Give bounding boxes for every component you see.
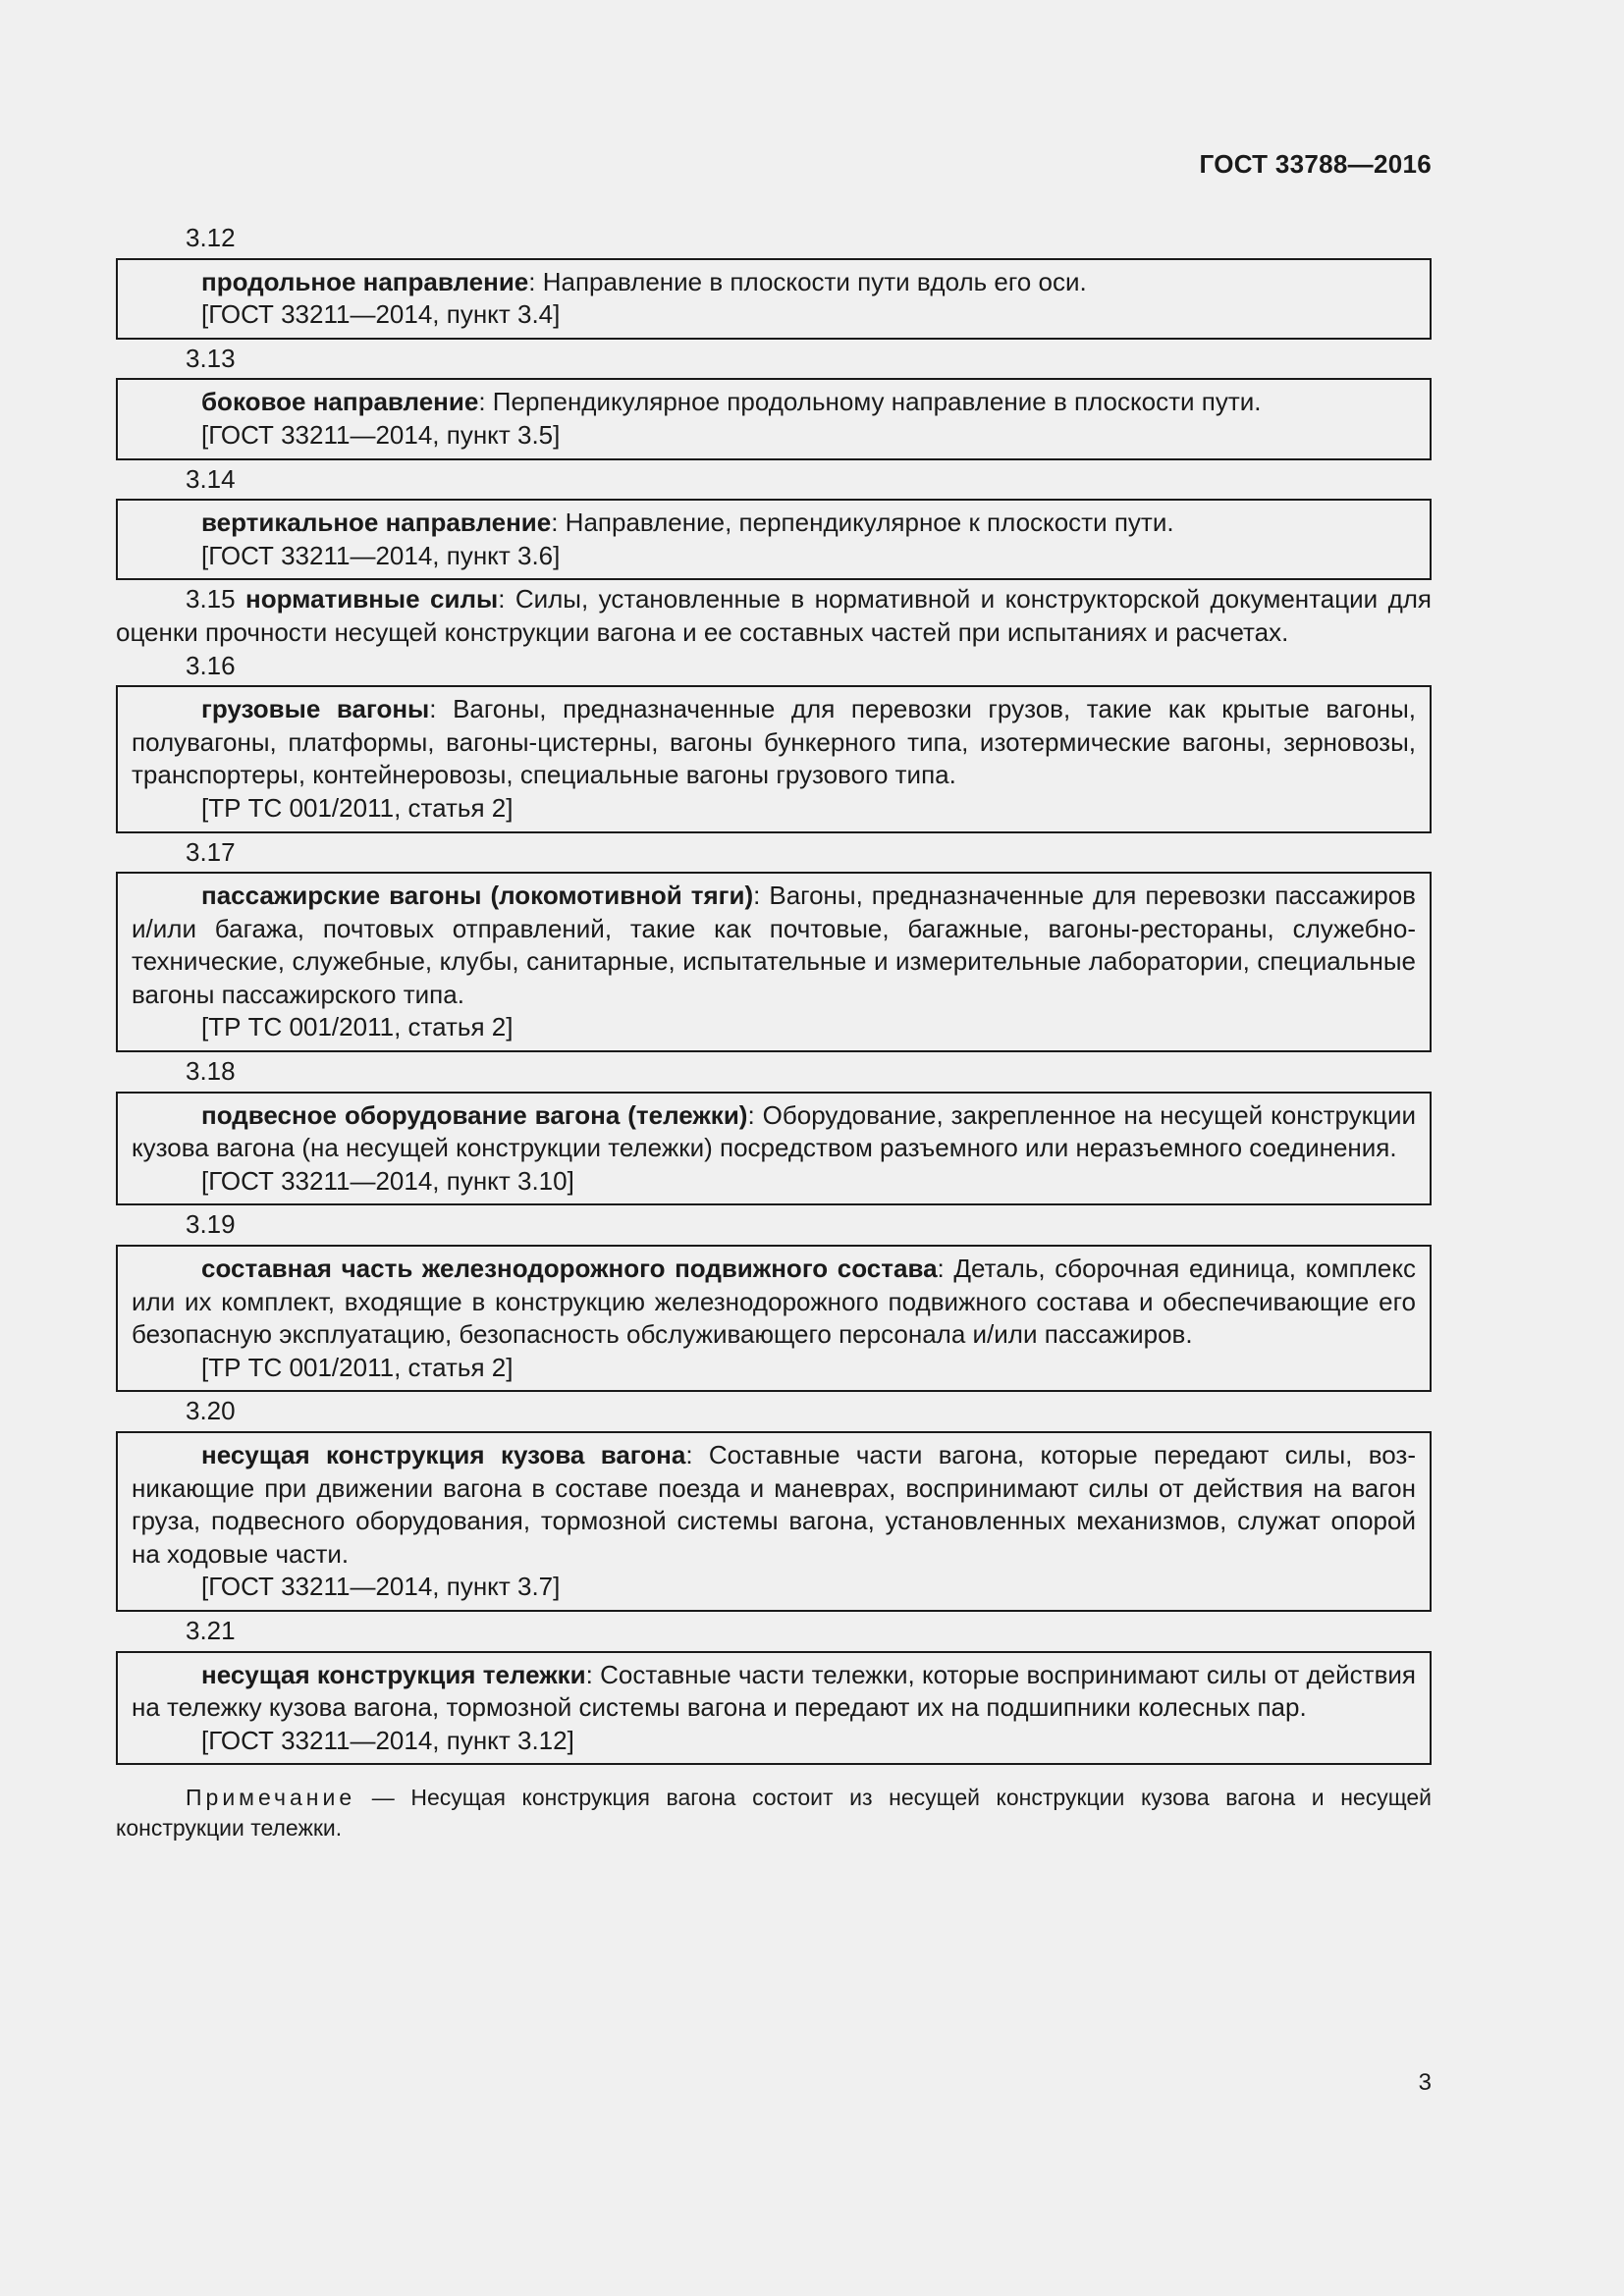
term-name: нормативные силы	[245, 584, 499, 614]
standard-header: ГОСТ 33788—2016	[1199, 149, 1432, 179]
term-reference: [ГОСТ 33211—2014, пункт 3.10]	[201, 1165, 574, 1196]
term-reference: [ГОСТ 33211—2014, пункт 3.5]	[201, 419, 561, 450]
term-definition	[132, 880, 1416, 1011]
term-box	[116, 685, 1432, 832]
term-definition	[132, 1439, 1416, 1571]
entry-number: 3.18	[186, 1056, 236, 1087]
term-box	[116, 378, 1432, 459]
term-definition	[132, 507, 1416, 540]
entry-number: 3.21	[186, 1615, 236, 1645]
term-reference: [ТР ТС 001/2011, статья 2]	[201, 1352, 514, 1382]
term-box	[116, 1092, 1432, 1206]
term-definition	[132, 1659, 1416, 1725]
entry-number: 3.17	[186, 836, 236, 867]
term-reference: [ГОСТ 33211—2014, пункт 3.4]	[201, 299, 561, 330]
definition-text: : Вагоны, предназначенные для перевозки грузов, такие как крытые вагоны, полувагоны, платформы, вагоны-цистерны, вагоны бункерного типа, изотермические вагоны, зерновозы, транспортеры, контейнеровозы, специальные вагоны грузового типа.	[132, 694, 1416, 790]
definition-text: : Направление, перпендикулярное к плоскости пути.	[551, 507, 1174, 538]
term-definition	[132, 266, 1416, 299]
term-definition	[132, 693, 1416, 792]
term-reference: [ГОСТ 33211—2014, пункт 3.12]	[201, 1725, 574, 1755]
definition-text: : Силы, установленные в нормативной и конструкторской документации для оценки прочности несущей конструкции вагона и ее составных частей при испытаниях и расчетах.	[116, 584, 1432, 647]
entry-number: 3.12	[186, 223, 236, 252]
term-reference: [ГОСТ 33211—2014, пункт 3.6]	[201, 540, 561, 570]
term-name: пассажирские вагоны (локомотивной тяги)	[201, 881, 754, 911]
term-name: несущая конструкция кузова вагона	[201, 1440, 686, 1469]
definition-text: : Составные части тележки, которые воспринимают силы от действия на тележку кузова вагона, тормозной системы вагона и передают их на подшипники колесных пар.	[132, 1659, 1416, 1723]
term-reference: [ГОСТ 33211—2014, пункт 3.7]	[201, 1572, 561, 1602]
term-name: составная часть железнодорожного подвижного состава	[201, 1254, 938, 1284]
term-definition	[132, 1099, 1416, 1165]
term-box	[116, 872, 1432, 1052]
entry-number: 3.16	[186, 650, 236, 680]
definition-text: : Направление в плоскости пути вдоль его оси.	[528, 266, 1087, 296]
term-definition	[132, 1253, 1416, 1352]
term-definition	[132, 386, 1416, 419]
note-text: — Несущая конструкция вагона состоит из несущей конструкции кузова вагона и несущей конструкции тележки.	[116, 1785, 1432, 1842]
entry-number: 3.20	[186, 1396, 236, 1426]
page-number: 3	[1418, 2069, 1432, 2096]
entry-number: 3.13	[186, 343, 236, 373]
term-box	[116, 1651, 1432, 1766]
terms-section	[116, 222, 1432, 1866]
note	[116, 1783, 1432, 1843]
term-name: вертикальное направление	[201, 507, 552, 538]
plain-term-paragraph	[116, 583, 1432, 649]
term-box	[116, 1431, 1432, 1612]
entry-number: 3.15	[186, 584, 236, 614]
term-name: продольное направление	[201, 266, 529, 296]
definition-text: : Вагоны, предназначенные для перевозки пассажиров и/или багажа, почтовых отправлений, такие как почтовые, багажные, вагоны-рестораны, служебно-технические, служебные, клубы, санитарные, испытательные и измерительные лаборатории, специальные вагоны пассажирского типа.	[132, 881, 1416, 1009]
term-name: подвесное оборудование вагона (тележки)	[201, 1099, 748, 1130]
definition-text: : Деталь, сборочная единица, комплекс или их комплект, входящие в конструкцию железнодорожного подвижного состава и обеспечивающие его безопасную эксплуатацию, безопасность обслуживающего персонала и/или пассажиров.	[132, 1254, 1416, 1350]
term-name: боковое направление	[201, 387, 479, 417]
entry-number: 3.19	[186, 1209, 236, 1240]
note-label: Примечание	[186, 1785, 356, 1811]
definition-text: : Составные части вагона, которые передают силы, возникающие при движении вагона в составе поезда и маневрах, воспринимают силы от действия на вагон груза, подвесного оборудования, тормозной системы вагона, установленных механизмов, служат опорой на ходовые части.	[132, 1440, 1417, 1569]
term-box	[116, 1245, 1432, 1392]
definition-text: : Оборудование, закрепленное на несущей конструкции кузова вагона (на несущей конструкции тележки) посредством разъемного или неразъемного соединения.	[132, 1099, 1416, 1163]
term-name: грузовые вагоны	[201, 694, 430, 724]
term-name: несущая конструкция тележки	[201, 1659, 586, 1689]
term-reference: [ТР ТС 001/2011, статья 2]	[201, 792, 514, 823]
entry-number: 3.14	[186, 463, 236, 494]
term-box	[116, 258, 1432, 340]
definition-text: : Перпендикулярное продольному направление в плоскости пути.	[478, 387, 1262, 417]
term-box	[116, 499, 1432, 580]
term-reference: [ТР ТС 001/2011, статья 2]	[201, 1012, 514, 1042]
